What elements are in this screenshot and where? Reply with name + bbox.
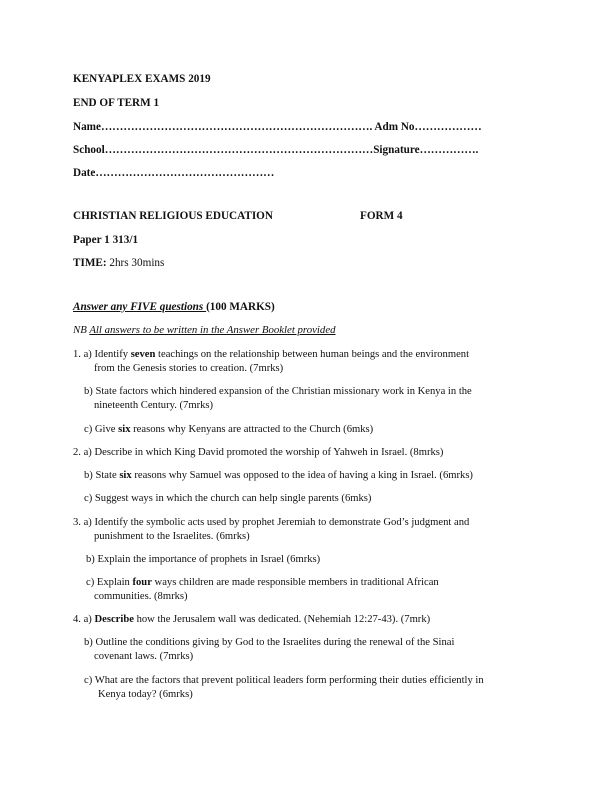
part-label: c) (84, 424, 93, 435)
part-text: ways children are made responsible members in traditional African (151, 577, 439, 588)
date-field: Date………………………………………… (73, 167, 275, 179)
part-label: c) (84, 675, 93, 686)
part-text: teachings on the relationship between human beings and the environment (155, 349, 470, 360)
part-label: c) (86, 577, 95, 588)
part-text: Identify (91, 349, 131, 360)
part-text: Give (92, 424, 119, 435)
question-4a (73, 613, 430, 627)
question-1b-cont: nineteenth Century. (7mrks) (94, 400, 214, 411)
time-label: TIME: (73, 257, 107, 269)
question-3a (73, 516, 469, 530)
question-3b (86, 553, 320, 567)
question-1c (84, 423, 373, 437)
part-label: a) (83, 447, 92, 458)
question-1a-cont: from the Genesis stories to creation. (7mrks) (94, 363, 284, 374)
question-number: 4. (73, 614, 81, 625)
nb-text: All answers to be written in the Answer Booklet provided (89, 324, 336, 336)
part-text: how the Jerusalem wall was dedicated. (Nehemiah 12:27-43). (7mrk) (133, 614, 431, 625)
exam-title: KENYAPLEX EXAMS 2019 (73, 73, 211, 85)
question-3c-cont: communities. (8mrks) (94, 591, 188, 602)
subject-title: CHRISTIAN RELIGIOUS EDUCATION (73, 210, 273, 222)
time-value: 2hrs 30mins (106, 257, 165, 269)
part-label: a) (83, 517, 92, 528)
question-2c (84, 492, 371, 506)
part-text: Describe in which King David promoted the worship of Yahweh in Israel. (8mrks) (91, 447, 444, 458)
part-text: Suggest ways in which the church can help single parents (6mks) (92, 493, 372, 504)
question-number: 1. (73, 349, 81, 360)
school-signature-field: School………………………………………………………………Signature……………. (73, 144, 479, 156)
main-instruction (73, 301, 275, 313)
question-4c (84, 674, 484, 688)
part-label: b) (84, 637, 93, 648)
part-label: c) (84, 493, 93, 504)
part-label: b) (84, 470, 93, 481)
part-emphasis: seven (130, 349, 156, 360)
instruction-marks: (100 MARKS) (206, 301, 275, 313)
question-3a-cont: punishment to the Israelites. (6mrks) (94, 531, 250, 542)
name-adm-field: Name………………………………………………………………. Adm No……………… (73, 121, 482, 133)
part-text: Outline the conditions giving by God to the Israelites during the renewal of the Sinai (92, 637, 455, 648)
nb-prefix: NB (73, 324, 90, 336)
part-text: reasons why Kenyans are attracted to the Church (6mks) (130, 424, 374, 435)
part-label: b) (86, 554, 95, 565)
form-label: FORM 4 (360, 210, 403, 222)
part-label: a) (83, 349, 92, 360)
part-label: b) (84, 386, 93, 397)
question-4b-cont: covenant laws. (7mrks) (94, 651, 194, 662)
question-2b (84, 469, 473, 483)
question-2a (73, 446, 443, 460)
instruction-underlined: Answer any FIVE questions (73, 301, 207, 313)
part-text: Identify the symbolic acts used by prophet Jeremiah to demonstrate God’s judgment and (91, 517, 470, 528)
part-emphasis: four (132, 577, 152, 588)
part-text: What are the factors that prevent political leaders form performing their duties efficiently in (92, 675, 484, 686)
question-1a (73, 348, 469, 362)
part-text: Explain (94, 577, 133, 588)
part-emphasis: six (119, 470, 132, 481)
nb-instruction (73, 324, 336, 336)
paper-code: Paper 1 313/1 (73, 234, 139, 246)
part-label: a) (83, 614, 92, 625)
part-emphasis: Describe (94, 614, 134, 625)
part-text: reasons why Samuel was opposed to the idea of having a king in Israel. (6mrks) (131, 470, 473, 481)
time-line (73, 257, 164, 269)
part-emphasis: six (118, 424, 131, 435)
question-4b (84, 636, 454, 650)
question-number: 2. (73, 447, 81, 458)
term-title: END OF TERM 1 (73, 97, 160, 109)
question-1b (84, 385, 472, 399)
question-3c (86, 576, 439, 590)
question-number: 3. (73, 517, 81, 528)
question-4c-cont: Kenya today? (6mrks) (98, 689, 193, 700)
part-text: Explain the importance of prophets in Israel (6mrks) (94, 554, 321, 565)
part-text: State factors which hindered expansion of the Christian missionary work in Kenya in the (92, 386, 472, 397)
part-text: State (92, 470, 120, 481)
